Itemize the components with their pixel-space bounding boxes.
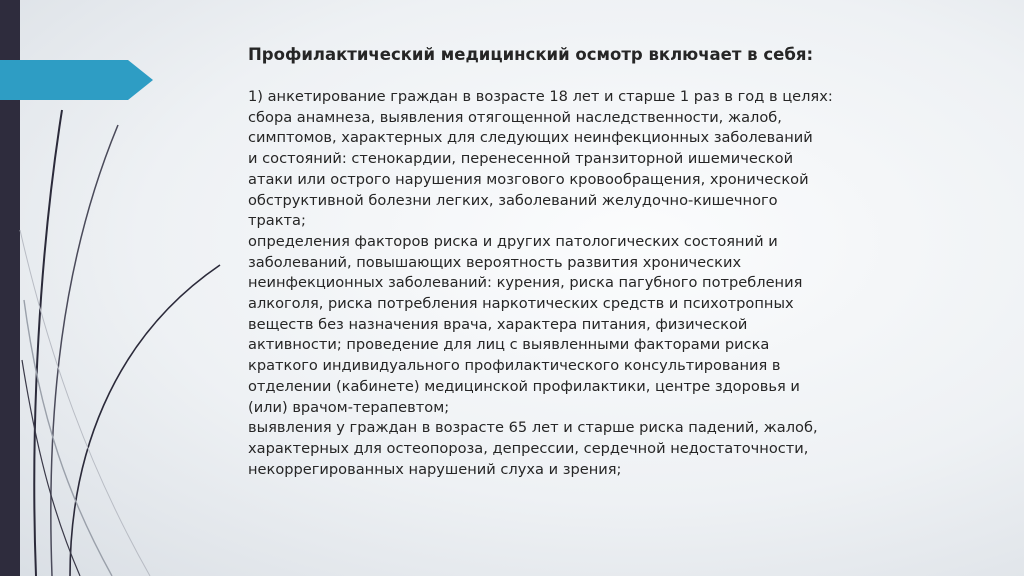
- slide-title: Профилактический медицинский осмотр включает в себя:: [248, 45, 814, 64]
- accent-arrow-shape: [0, 0, 160, 110]
- slide-content: [248, 44, 888, 480]
- slide-body-text: 1) анкетирование граждан в возрасте 18 лет и старше 1 раз в год в целях: сбора анамнеза, выявления отягощенной наследственности, жалоб, симптомов, характерных для следующих неинфекционных заболеваний и состояний: стенокардии, перенесенной транзиторной ишемической атаки или острого нарушения мозгового кровообращения, хронической обструктивной болезни легких, заболеваний желудочно-кишечного тракта; определения факторов риска и других патологических состояний и заболеваний, повышающих вероятность развития хронических неинфекционных заболеваний: курения, риска пагубного потребления алкоголя, риска потребления наркотических средств и психотропных веществ без назначения врача, характера питания, физической активности; проведение для лиц с выявленными факторами риска краткого индивидуального профилактического консультирования в отделении (кабинете) медицинской профилактики, центре здоровья и (или) врачом-терапевтом; выявления у граждан в возрасте 65 лет и старше риска падений, жалоб, характерных для остеопороза, депрессии, сердечной недостаточности, некоррегированных нарушений слуха и зрения;: [248, 88, 833, 478]
